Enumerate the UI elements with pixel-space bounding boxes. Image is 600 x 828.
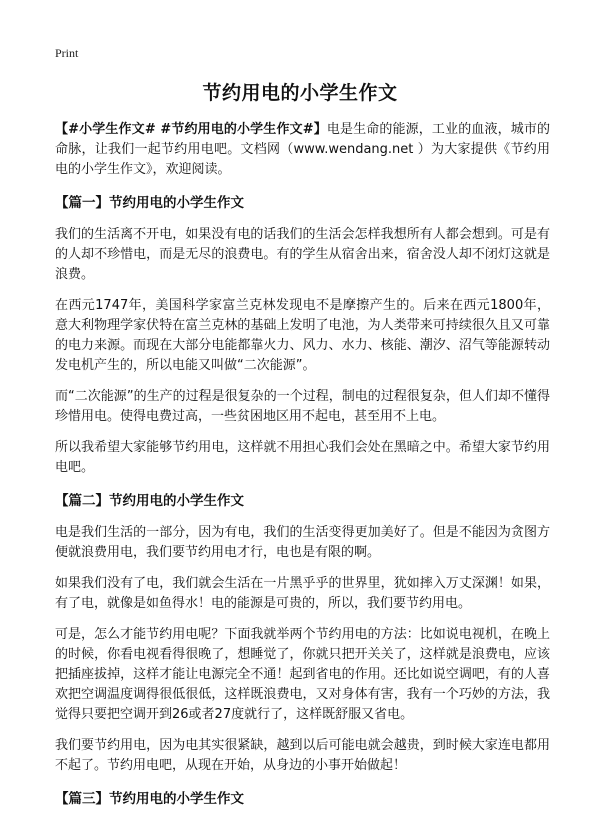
intro-paragraph (55, 120, 550, 180)
paragraph: 在西元1747年，美国科学家富兰克林发现电不是摩擦产生的。后来在西元1800年，意大利物理学家伏特在富兰克林的基础上发明了电池，为人类带来可持续很久且又可靠的电力来源。而现在大部分电能都靠火力、风力、水力、核能、潮汐、沼气等能源转动发电机产生的，所以电能又叫做“二次能源”。 (55, 298, 550, 373)
section-heading: 【篇一】节约用电的小学生作文 (55, 195, 244, 211)
paragraph: 如果我们没有了电，我们就会生活在一片黑乎乎的世界里，犹如摔入万丈深渊！如果，有了电，就像是如鱼得水！电的能源是可贵的，所以，我们要节约用电。 (55, 576, 550, 611)
paragraph: 所以我希望大家能够节约用电，这样就不用担心我们会处在黑暗之中。希望大家节约用电吧。 (55, 440, 550, 475)
paragraph: 电是我们生活的一部分，因为有电，我们的生活变得更加美好了。但是不能因为贪图方便就浪费用电，我们要节约用电才行，电也是有限的啊。 (55, 525, 550, 560)
paragraph: 我们要节约用电，因为电其实很紧缺，越到以后可能电就会越贵，到时候大家连电都用不起了。节约用电吧，从现在开始，从身边的小事开始做起！ (55, 738, 550, 773)
section-heading: 【篇三】节约用电的小学生作文 (55, 791, 244, 807)
print-link[interactable]: Print (55, 46, 79, 60)
paragraph: 我们的生活离不开电，如果没有电的话我们的生活会怎样我想所有人都会想到。可是有的人却不珍惜电，而是无尽的浪费电。有的学生从宿舍出来，宿舍没人却不闭灯这就是浪费。 (55, 227, 550, 282)
page-title: 节约用电的小学生作文 (202, 82, 398, 104)
paragraph: 而“二次能源”的生产的过程是很复杂的一个过程，制电的过程很复杂，但人们却不懂得珍惜用电。使得电费过高，一些贫困地区用不起电，甚至用不上电。 (55, 389, 550, 424)
paragraph: 可是，怎么才能节约用电呢？下面我就举两个节约用电的方法：比如说电视机，在晚上的时候，你看电视看得很晚了，想睡觉了，你就只把开关关了，这样就是浪费电，应该把插座拔掉，这样才能让电源完全不通！起到省电的作用。还比如说空调吧，有的人喜欢把空调温度调得很低很低，这样既浪费电，又对身体有害，我有一个巧妙的方法，我觉得只要把空调开到26或者27度就行了，这样既舒服又省电。 (55, 627, 550, 722)
article-body (55, 120, 550, 821)
intro-tags: 【#小学生作文# #节约用电的小学生作文#】 (55, 122, 327, 137)
intro-text: 电是生命的能源，工业的血液，城市的命脉，让我们一起节约用电吧。文档网（www.wendang.net ）为大家提供《节约用电的小学生作文》，欢迎阅读。 (55, 122, 550, 177)
section-heading: 【篇二】节约用电的小学生作文 (55, 493, 244, 509)
